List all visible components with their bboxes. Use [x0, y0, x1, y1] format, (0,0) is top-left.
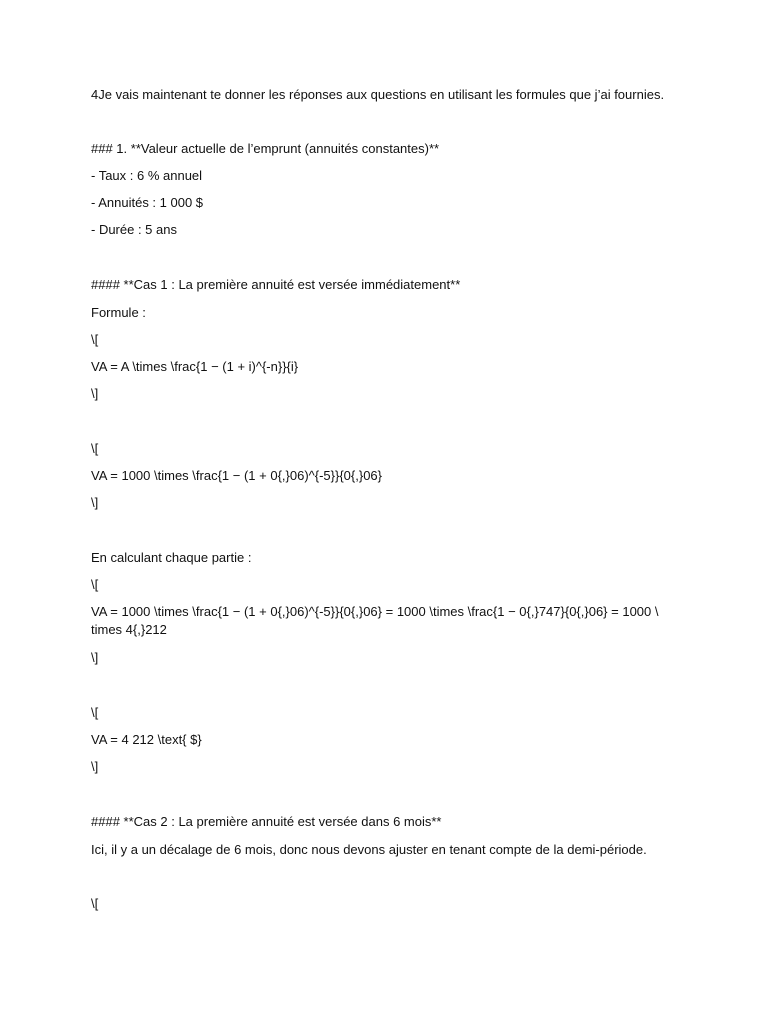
math-open-5: \[	[91, 896, 99, 911]
math-open-2: \[	[91, 441, 99, 456]
math-open-1: \[	[91, 332, 99, 347]
math-close-2: \]	[91, 495, 99, 510]
formula-calculation: VA = 1000 \times \frac{1 − (1 + 0{,}06)^{-5}}{0{,}06} = 1000 \times \frac{1 − 0{,}747}{0{,}06} = 1000 \ times 4{,}212	[91, 604, 663, 637]
case-2-heading: #### **Cas 2 : La première annuité est versée dans 6 mois**	[91, 814, 442, 829]
case-2-paragraph: Ici, il y a un décalage de 6 mois, donc nous devons ajuster en tenant compte de la demi-période.	[91, 842, 647, 857]
math-open-4: \[	[91, 705, 99, 720]
math-close-4: \]	[91, 759, 99, 774]
math-close-3: \]	[91, 650, 99, 665]
calculation-label: En calculant chaque partie :	[91, 550, 252, 565]
annuity-item: - Annuités : 1 000 $	[91, 195, 204, 210]
math-close-1: \]	[91, 386, 99, 401]
formula-general: VA = A \times \frac{1 − (1 + i)^{-n}}{i}	[91, 359, 299, 374]
math-open-3: \[	[91, 577, 99, 592]
formula-result: VA = 4 212 \text{ $}	[91, 732, 202, 747]
intro-paragraph: 4Je vais maintenant te donner les réponses aux questions en utilisant les formules que j’ai fournies.	[91, 87, 665, 102]
case-1-heading: #### **Cas 1 : La première annuité est versée immédiatement**	[91, 277, 461, 292]
formula-label: Formule :	[91, 305, 146, 320]
section-1-heading: ### 1. **Valeur actuelle de l’emprunt (annuités constantes)**	[91, 141, 440, 156]
duration-item: - Durée : 5 ans	[91, 222, 177, 237]
formula-substituted: VA = 1000 \times \frac{1 − (1 + 0{,}06)^{-5}}{0{,}06}	[91, 468, 383, 483]
rate-item: - Taux : 6 % annuel	[91, 168, 203, 183]
